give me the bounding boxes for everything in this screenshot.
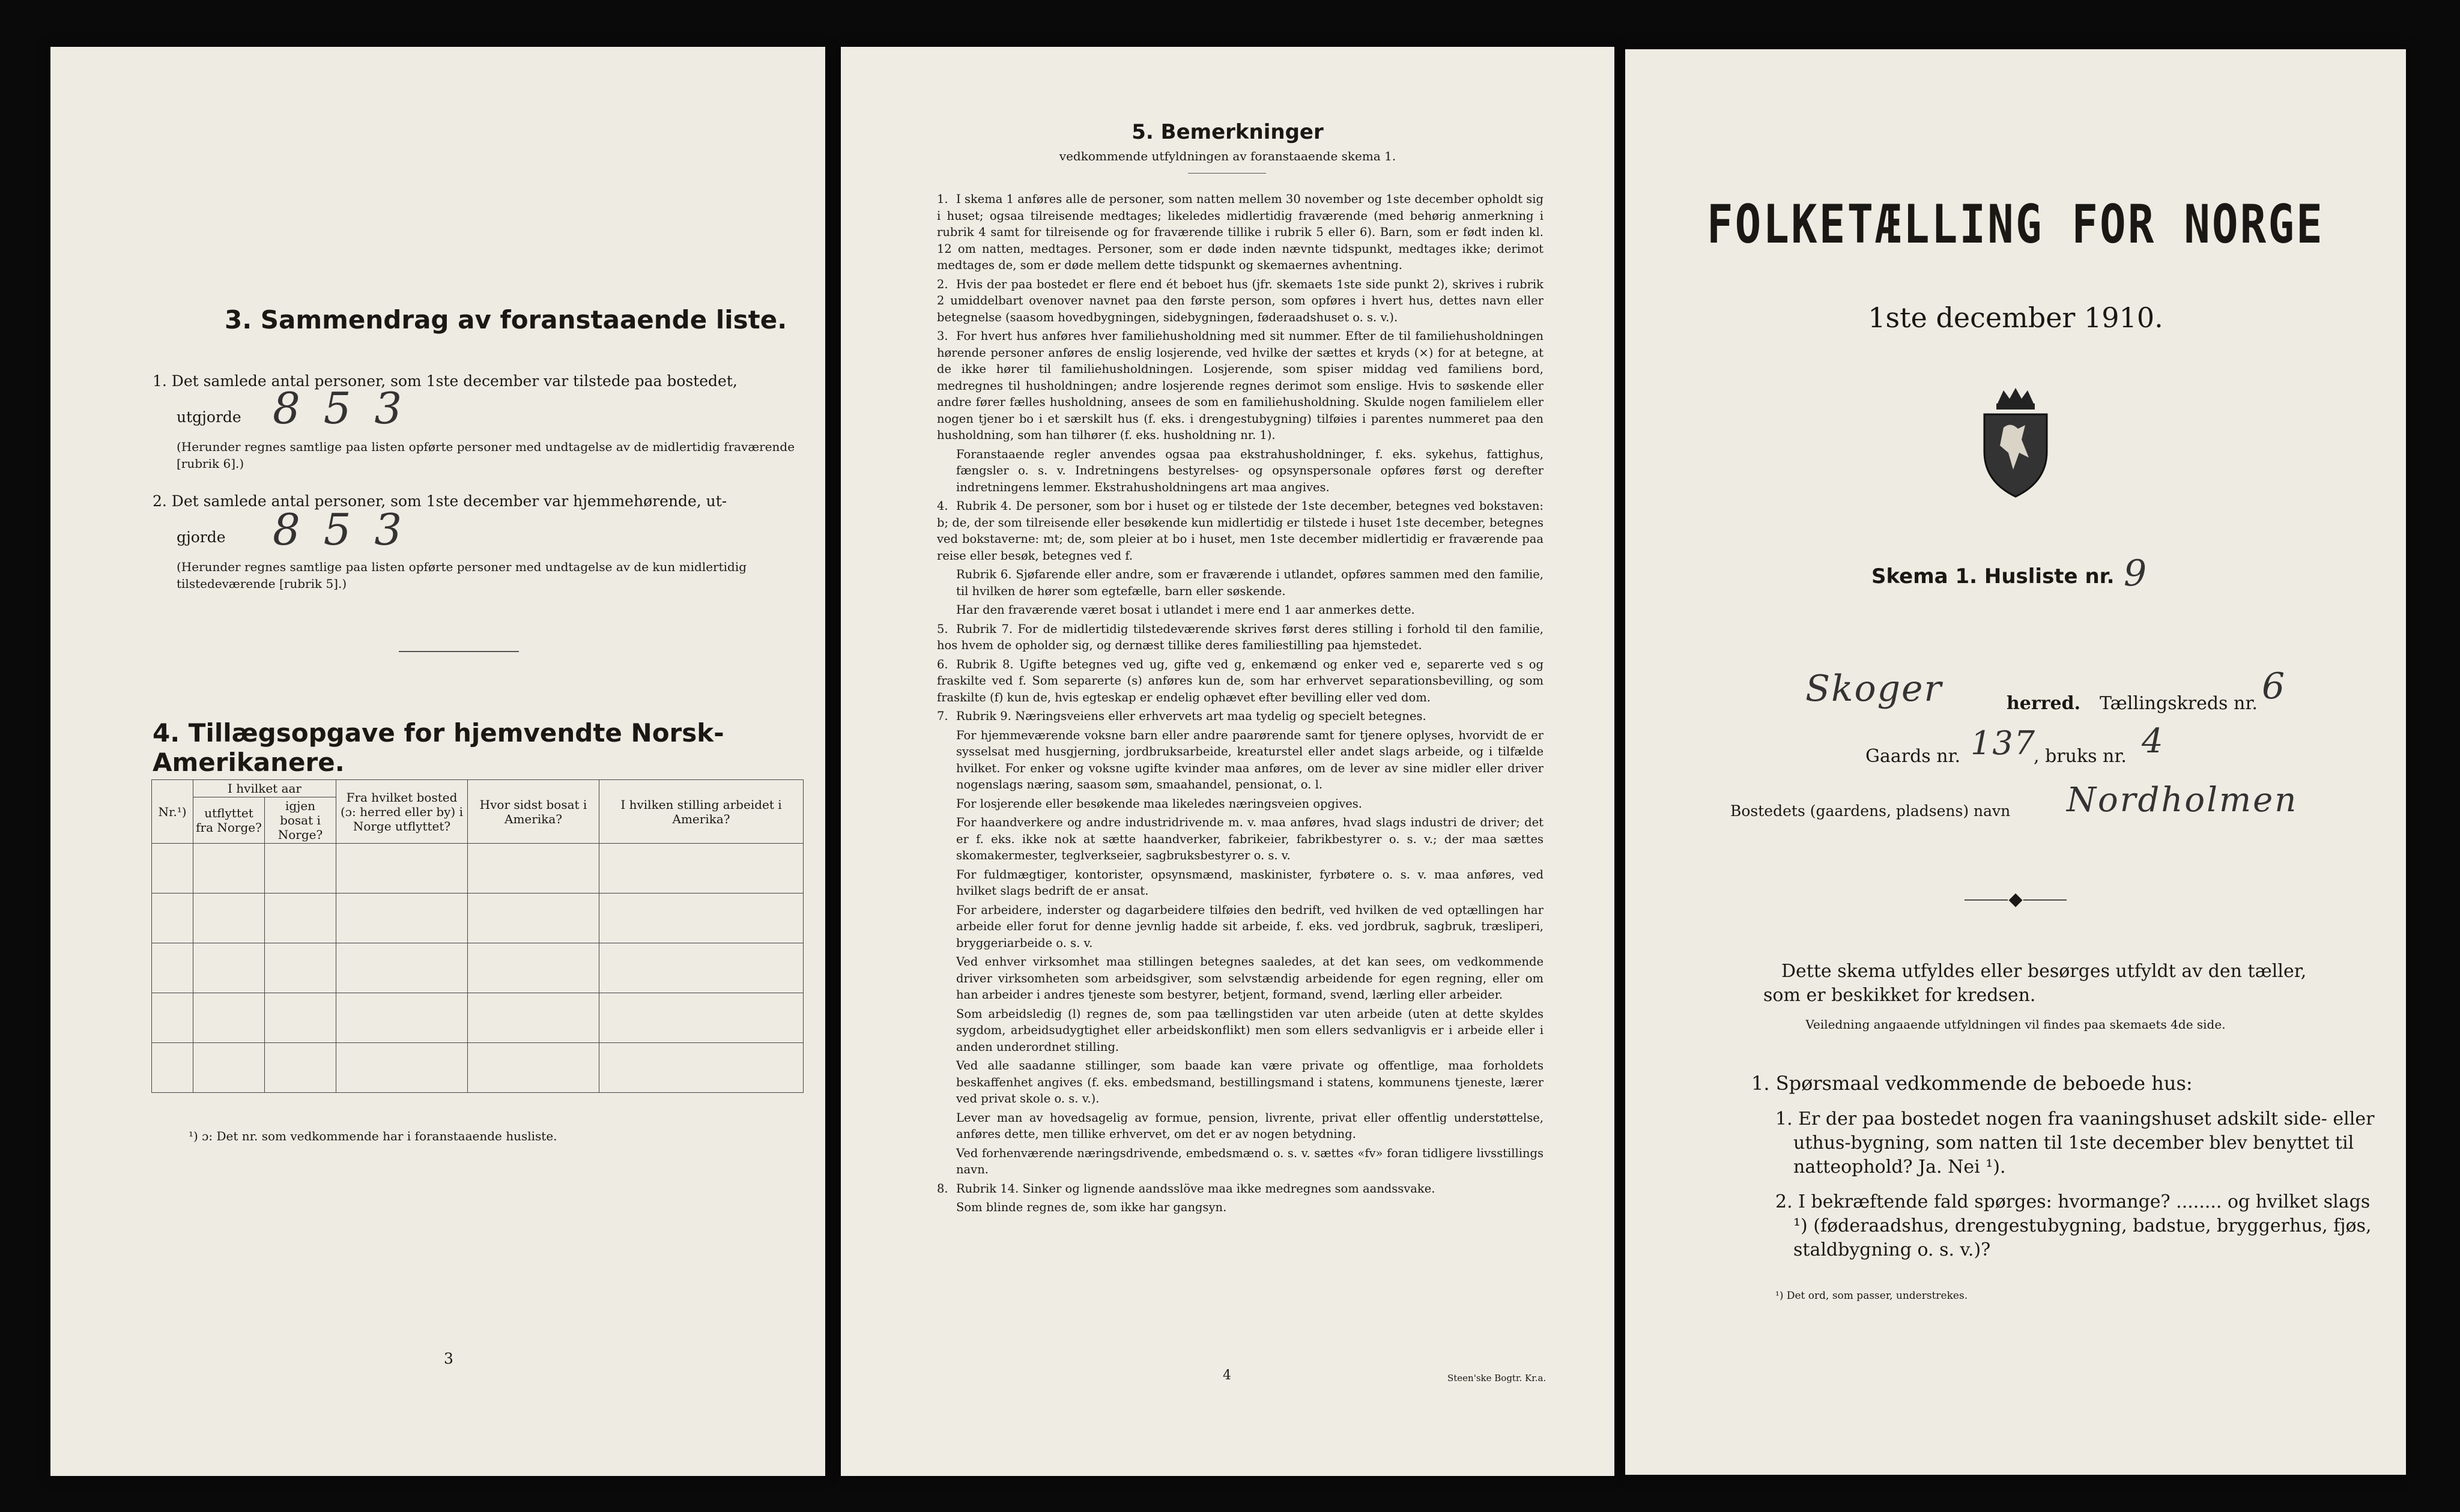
remark-text: Ved enhver virksomhet maa stillingen betegnes saaledes, at det kan sees, om vedkommende driver virksomheten som arbeidsgiver, som selvstændig arbeidende for egen regning, eller om han arbeider i andres tjeneste som bestyrer, betjent, formand, svend, lærling eller arbeider.	[956, 955, 1544, 1002]
gaards-line	[1865, 722, 2346, 775]
gaards-value: 137	[1971, 724, 2037, 762]
kreds-label: Tællingskreds nr.	[2100, 693, 2258, 714]
remark-text: Rubrik 4. De personer, som bor i huset og er tilstede der 1ste december, betegnes ved bokstaven: b; de, der som tilreisende eller besøkende kun midlertidig er tilstede i huset 1ste december, betegnes ved bokstaverne: mt; de, som pleier at bo i huset, men 1ste december midlertidig er fraværende paa reise eller besøk, betegnes ved f.	[937, 499, 1544, 563]
remark-paragraph	[937, 621, 1544, 654]
item1-prefix: utgjorde	[177, 408, 241, 426]
page-1-cover	[1625, 49, 2406, 1475]
kreds-value: 6	[2262, 665, 2290, 707]
remark-number: 5.	[937, 621, 948, 636]
col-fra: Fra hvilket bosted (ɔ: herred eller by) i Norge utflyttet?	[336, 780, 468, 844]
table-row	[152, 943, 804, 993]
col-nr: Nr.¹)	[152, 780, 193, 844]
page-4-middle	[841, 47, 1614, 1476]
col-igjen: igjen bosat i Norge?	[265, 797, 336, 844]
remark-text: Som arbeidsledig (l) regnes de, som paa tællingstiden var uten arbeide (uten at dette skyldes sygdom, arbeidsudygtighet eller arbeidskonflikt) men som ellers sedvanligvis er i arbeide eller i anden underordnet stilling.	[956, 1006, 1544, 1054]
remark-paragraph	[937, 866, 1544, 900]
remark-text: For haandverkere og andre industridrivende m. v. maa anføres, hvad slags industri de driver; det er f. eks. ikke nok at sætte haandverker, fabrikeier, fabrikbestyrer o. s. v.; der maa sættes skomakermester, teglverkseier, sagbruksbestyrer o. s. v.	[956, 815, 1544, 862]
question-2: 2. I bekræftende fald spørges: hvormange? ........ og hvilket slags ¹) (føderaadshus, drengestubygning, badstue, bryggerhus, fjøs, staldbygning o. s. v.)?	[1775, 1191, 2372, 1260]
remark-text: For hjemmeværende voksne barn eller andre paarørende samt for tjenere oplyses, hvorvidt de er sysselsat med husgjerning, jordbruksarbeide, kreaturstel eller andet slags arbeide, og i tilfælde hvilket. For enker og voksne ugifte kvinder maa anføres, om de lever av sine midler eller driver nogenslags næring, saasom søm, smaahandel, pensionat, o. l.	[956, 728, 1544, 791]
bosted-line	[1730, 781, 2379, 830]
coat-of-arms-icon	[1974, 386, 2058, 500]
section-4-title: 4. Tillægsopgave for hjemvendte Norsk-Amerikanere.	[153, 718, 724, 777]
remark-number: 1.	[937, 192, 948, 206]
item2-note: (Herunder regnes samtlige paa listen opførte personer med undtagelse av de kun midlertidig tilstedeværende [rubrik 5].)	[177, 560, 747, 591]
norsk-amerikanere-table	[151, 779, 804, 1093]
item1-text: 1. Det samlede antal personer, som 1ste december var tilstede paa bostedet,	[153, 372, 738, 390]
question-1: 1. Er der paa bostedet nogen fra vaaningshuset adskilt side- eller uthus-bygning, som natten til 1ste december blev benyttet til natteophold? Ja. Nei ¹).	[1775, 1108, 2375, 1178]
bruks-label: , bruks nr.	[2034, 746, 2127, 767]
remark-text: Ved forhenværende næringsdrivende, embedsmænd o. s. v. sættes «fv» foran tidligere livsstillings navn.	[956, 1146, 1544, 1176]
remark-number: 3.	[937, 329, 948, 343]
remarks-list	[937, 191, 1544, 1218]
remark-paragraph	[937, 727, 1544, 793]
remarks-heading: 5. Bemerkninger	[1132, 120, 1324, 144]
col-utflyttet: utflyttet fra Norge?	[193, 797, 265, 844]
husliste-number: 9	[2124, 552, 2152, 594]
instruction-text: Dette skema utfyldes eller besørges utfyldt av den tæller, som er beskikket for kredsen.	[1763, 961, 2307, 1006]
form-date: 1ste december 1910.	[1868, 301, 2163, 334]
item2-handwritten-value: 8 5 3	[273, 504, 407, 555]
bosted-label: Bostedets (gaardens, pladsens) navn	[1730, 802, 2011, 820]
herred-value: Skoger	[1805, 668, 1943, 710]
remark-text: Rubrik 14. Sinker og lignende aandsslöve maa ikke medregnes som aandssvake.	[956, 1181, 1435, 1196]
remark-text: Rubrik 9. Næringsveiens eller erhvervets art maa tydelig og specielt betegnes.	[956, 709, 1426, 723]
remark-text: I skema 1 anføres alle de personer, som natten mellem 30 november og 1ste december opholdt sig i huset; ogsaa tilreisende medtages; likeledes midlertidig fraværende (med behørig anmerkning i rubrik 4 samt for tilreisende og for fraværende tillike i rubrik 5 eller 6). Barn, som er født inden kl. 12 om natten, medtages. Personer, som er døde inden nævnte tidspunkt, medtages ikke; derimot medtages de, som er døde mellem dette tidspunkt og skemaernes avhentning.	[937, 192, 1544, 272]
remark-paragraph	[937, 276, 1544, 326]
remark-text: For arbeidere, inderster og dagarbeidere tilføies den bedrift, ved hvilken de ved optællingen har arbeide eller forut for denne jevnlig hadde sit arbeide, f. eks. ved jordbruk, sagbruk, træsliperi, bryggeriarbeide o. s. v.	[956, 903, 1544, 950]
remarks-subheading: vedkommende utfyldningen av foranstaaende skema 1.	[1059, 149, 1396, 163]
remark-paragraph	[937, 328, 1544, 444]
remark-paragraph	[937, 1199, 1544, 1216]
remark-text: Foranstaaende regler anvendes ogsaa paa ekstrahusholdninger, f. eks. sykehus, fattighus, fængsler o. s. v. Indretningens bestyrelses- og opsynspersonale opføres først og derefter indretningens lemmer. Ekstrahusholdningens art maa angives.	[956, 447, 1544, 494]
bosted-value: Nordholmen	[2067, 781, 2298, 820]
table-row	[152, 993, 804, 1043]
skema-label: Skema 1. Husliste nr.	[1871, 564, 2115, 588]
item2-text: 2. Det samlede antal personer, som 1ste december var hjemmehørende, ut-	[153, 492, 727, 510]
remark-paragraph	[937, 1110, 1544, 1143]
remark-paragraph	[937, 954, 1544, 1003]
remark-number: 8.	[937, 1181, 948, 1196]
item2-prefix: gjorde	[177, 528, 226, 546]
table-row	[152, 844, 804, 894]
table-row	[152, 1043, 804, 1093]
herred-label: herred.	[2007, 693, 2081, 714]
remark-paragraph	[937, 814, 1544, 864]
table-row	[152, 894, 804, 943]
section-3-title: 3. Sammendrag av foranstaaende liste.	[225, 305, 787, 334]
questions-heading: 1. Spørsmaal vedkommende de beboede hus:	[1751, 1072, 2193, 1095]
remark-text: Har den fraværende været bosat i utlandet i mere end 1 aar anmerkes dette.	[956, 603, 1415, 617]
divider	[1188, 173, 1266, 174]
remark-paragraph	[937, 1181, 1544, 1197]
item1-note: (Herunder regnes samtlige paa listen opførte personer med undtagelse av de midlertidig fraværende [rubrik 6].)	[177, 440, 795, 471]
remark-text: Rubrik 8. Ugifte betegnes ved ug, gifte ved g, enkemænd og enker ved e, separerte ved s og fraskilte ved f. Som separerte (s) anføres kun de, som har erhvervet separationsbevilling, og som fraskilte (f) kun de, hvis egteskap er endelig ophævet efter bevilling eller ved dom.	[937, 657, 1544, 704]
remark-paragraph	[937, 1057, 1544, 1107]
remark-number: 6.	[937, 657, 948, 671]
gaards-label: Gaards nr.	[1865, 746, 1961, 767]
col-group-year: I hvilket aar	[193, 780, 336, 797]
remark-paragraph	[937, 498, 1544, 564]
instruction-note: Veiledning angaaende utfyldningen vil findes paa skemaets 4de side.	[1805, 1017, 2226, 1032]
printer-mark: Steen'ske Bogtr. Kr.a.	[1447, 1373, 1547, 1383]
page-3-left	[50, 47, 825, 1476]
remark-number: 4.	[937, 499, 948, 513]
remark-paragraph	[937, 656, 1544, 706]
remark-text: Som blinde regnes de, som ikke har gangsyn.	[956, 1200, 1227, 1214]
remark-text: Rubrik 7. For de midlertidig tilstedeværende skrives først deres stilling i forhold til den familie, hos hvem de opholder sig, og dernæst tillike deres familiestilling paa hjemstedet.	[937, 621, 1544, 652]
col-hvor: Hvor sidst bosat i Amerika?	[468, 780, 599, 844]
divider	[399, 651, 519, 652]
remark-paragraph	[937, 602, 1544, 618]
remark-paragraph	[937, 191, 1544, 274]
remark-text: For losjerende eller besøkende maa likeledes næringsveien opgives.	[956, 796, 1362, 811]
remark-paragraph	[937, 1006, 1544, 1056]
ornament-icon: ⸻◆⸻	[1963, 889, 2068, 910]
remark-paragraph	[937, 708, 1544, 725]
table-footnote: ¹) ɔ: Det nr. som vedkommende har i foranstaaende husliste.	[189, 1129, 557, 1143]
remark-text: For hvert hus anføres hver familiehusholdning med sit nummer. Efter de til familiehusholdningen hørende personer anføres de enslig losjerende, ved hvilke der sættes et kryds (×) for at betegne, at de ikke hører til familiehusholdningen. Losjerende, som spiser middag ved familiens bord, medregnes til husholdningen; andre losjerende regnes derimot som enslige. Hvis to søskende eller andre fører fælles husholdning, ansees de som en familiehusholdning. Skulde nogen familielem eller nogen tjener bo i et særskilt hus (f. eks. i drengestubygning) tilføies i parentes nummeret paa den husholdning, som han tilhører (f. eks. husholdning nr. 1).	[937, 329, 1544, 442]
item1-handwritten-value: 8 5 3	[273, 383, 407, 434]
remark-paragraph	[937, 446, 1544, 496]
remark-paragraph	[937, 902, 1544, 952]
remark-text: Lever man av hovedsagelig av formue, pension, livrente, privat eller offentlig understøttelse, anføres dette, men tillike erhvervet, om det er av nogen betydning.	[956, 1110, 1544, 1141]
herred-line	[1727, 665, 2376, 722]
remark-paragraph	[937, 1145, 1544, 1178]
remark-number: 2.	[937, 277, 948, 291]
remark-paragraph	[937, 796, 1544, 812]
remark-paragraph	[937, 566, 1544, 599]
remark-number: 7.	[937, 709, 948, 723]
col-stilling: I hvilken stilling arbeidet i Amerika?	[599, 780, 804, 844]
page-number: 4	[1223, 1368, 1231, 1383]
remark-text: For fuldmægtiger, kontorister, opsynsmænd, maskinister, fyrbøtere o. s. v. maa anføres, ved hvilket slags bedrift de er ansat.	[956, 867, 1544, 898]
form-title: FOLKETÆLLING FOR NORGE	[1707, 193, 2324, 255]
page3-footnote: ¹) Det ord, som passer, understrekes.	[1775, 1290, 1968, 1302]
page-number: 3	[444, 1350, 453, 1367]
bruks-value: 4	[2142, 722, 2168, 761]
remark-text: Hvis der paa bostedet er flere end ét beboet hus (jfr. skemaets 1ste side punkt 2), skrives i rubrik 2 umiddelbart ovenover navnet paa den første person, som opføres i hvert hus, dettes navn eller betegnelse (saasom hovedbygningen, sidebygningen, føderaadshuset o. s. v.).	[937, 277, 1544, 324]
remark-text: Rubrik 6. Sjøfarende eller andre, som er fraværende i utlandet, opføres sammen med den familie, til hvilken de hører som egtefælle, barn eller søskende.	[956, 567, 1544, 598]
remark-text: Ved alle saadanne stillinger, som baade kan være private og offentlige, maa forholdets beskaffenhet angives (f. eks. embedsmand, bestillingsmand i statens, kommunens tjeneste, lærer ved privat skole o. s. v.).	[956, 1059, 1544, 1105]
